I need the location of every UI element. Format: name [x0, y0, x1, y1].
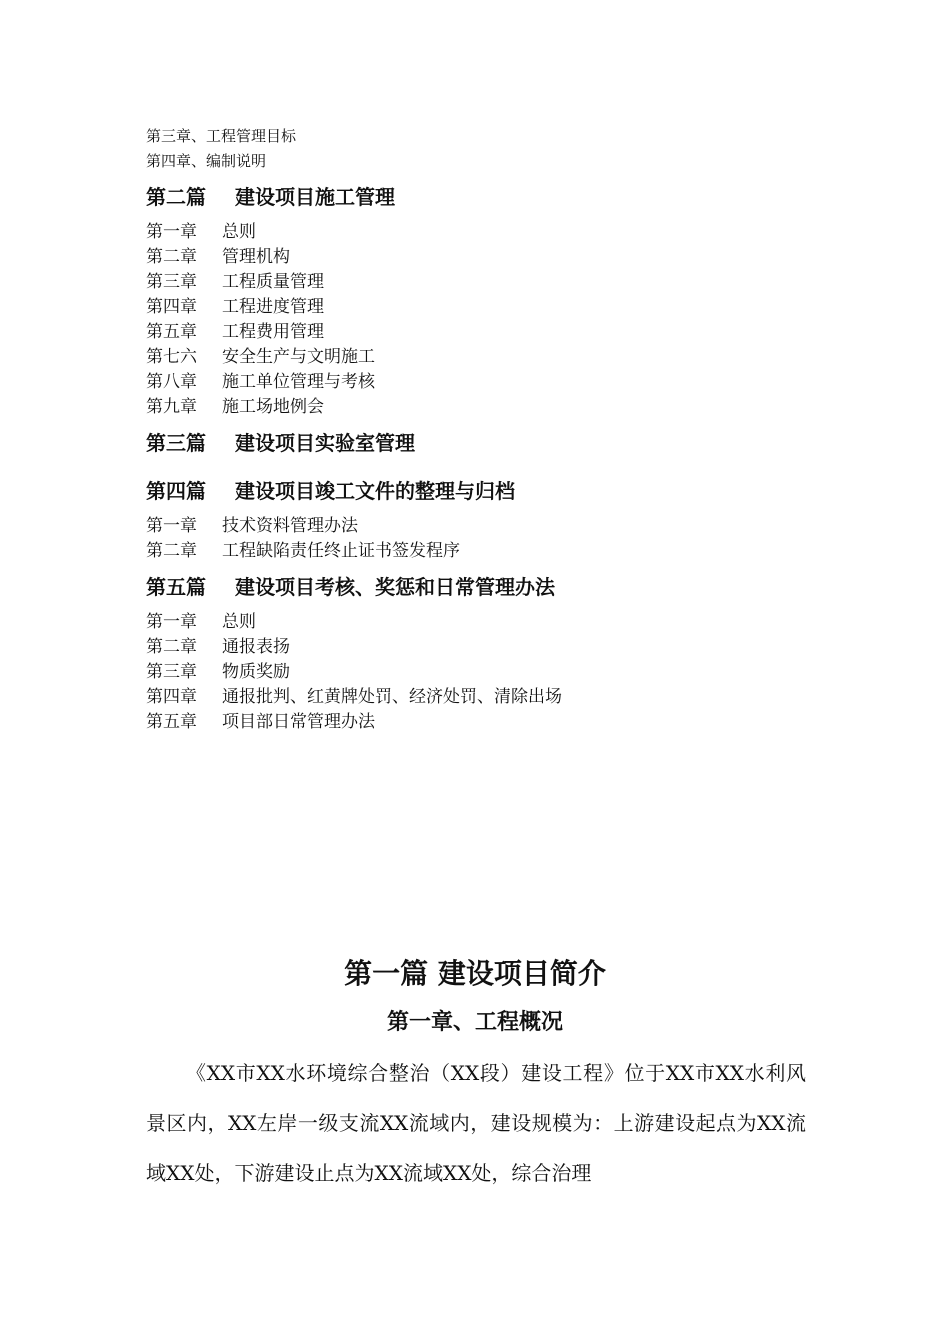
part-title: 建设项目实验室管理 [235, 431, 415, 455]
chapter-title: 总则 [222, 222, 256, 242]
chapter-title: 管理机构 [222, 247, 290, 267]
chapter-title: 通报表扬 [222, 637, 290, 657]
toc-chapter [146, 320, 846, 345]
part-number: 第五篇 [146, 575, 206, 599]
toc-chapter [146, 245, 846, 270]
part-number: 第三篇 [146, 431, 206, 455]
chapter-title: 工程缺陷责任终止证书签发程序 [222, 541, 460, 561]
chapter-number: 第三章 [146, 662, 197, 682]
toc-part-4 [146, 476, 846, 506]
toc-chapter: 第四章、编制说明 [146, 152, 267, 170]
toc-chapter [146, 685, 846, 710]
chapter-title: 施工场地例会 [222, 397, 324, 417]
chapter-heading: 第一章、工程概况 [386, 1010, 563, 1035]
chapter-number: 第五章 [146, 322, 197, 342]
chapter-number: 第八章 [146, 372, 197, 392]
chapter-number: 第七六 [146, 347, 197, 367]
chapter-number: 第二章 [146, 247, 197, 267]
toc-chapter [146, 610, 846, 635]
chapter-number: 第二章 [146, 637, 197, 657]
chapter-title: 通报批判、红黄牌处罚、经济处罚、清除出场 [222, 687, 562, 707]
chapter-title: 总则 [222, 612, 256, 632]
toc-chapter [146, 539, 846, 564]
chapter-title: 工程进度管理 [222, 297, 324, 317]
toc-chapter [146, 220, 846, 245]
part-title: 建设项目竣工文件的整理与归档 [235, 479, 515, 503]
chapter-number: 第一章 [146, 516, 197, 536]
toc-chapter [146, 710, 846, 735]
toc-chapter [146, 660, 846, 685]
chapter-number: 第一章 [146, 222, 197, 242]
toc-chapter [146, 395, 846, 420]
toc-chapter: 第三章、工程管理目标 [146, 127, 297, 145]
toc-chapter [146, 295, 846, 320]
chapter-title: 物质奖励 [222, 662, 290, 682]
toc-chapter [146, 635, 846, 660]
toc-chapter [146, 345, 846, 370]
chapter-title: 项目部日常管理办法 [222, 712, 375, 732]
chapter-number: 第二章 [146, 541, 197, 561]
part-number: 第四篇 [146, 479, 206, 503]
toc-part-5 [146, 572, 846, 602]
part-heading: 第一篇 建设项目简介 [344, 957, 606, 990]
chapter-number: 第四章 [146, 297, 197, 317]
part-title: 建设项目考核、奖惩和日常管理办法 [235, 575, 555, 599]
chapter-title: 技术资料管理办法 [222, 516, 358, 536]
toc-chapter [146, 514, 846, 539]
toc-part-3 [146, 428, 846, 458]
chapter-number: 第五章 [146, 712, 197, 732]
chapter-number: 第三章 [146, 272, 197, 292]
chapter-title: 施工单位管理与考核 [222, 372, 375, 392]
part-title: 建设项目施工管理 [235, 185, 395, 209]
chapter-title: 安全生产与文明施工 [222, 347, 375, 367]
table-of-contents [146, 124, 846, 735]
toc-part-2 [146, 182, 846, 212]
chapter-number: 第九章 [146, 397, 197, 417]
toc-chapter [146, 270, 846, 295]
body-paragraph: 《XX市XX水环境综合整治（XX段）建设工程》位于XX市XX水利风景区内，XX左岸一级支流XX流域内，建设规模为：上游建设起点为XX流域XX处，下游建设止点为XX流域XX处，综合治理 [146, 1061, 806, 1185]
chapter-number: 第一章 [146, 612, 197, 632]
part-number: 第二篇 [146, 185, 206, 209]
toc-chapter [146, 370, 846, 395]
chapter-title: 工程费用管理 [222, 322, 324, 342]
chapter-title: 工程质量管理 [222, 272, 324, 292]
chapter-number: 第四章 [146, 687, 197, 707]
